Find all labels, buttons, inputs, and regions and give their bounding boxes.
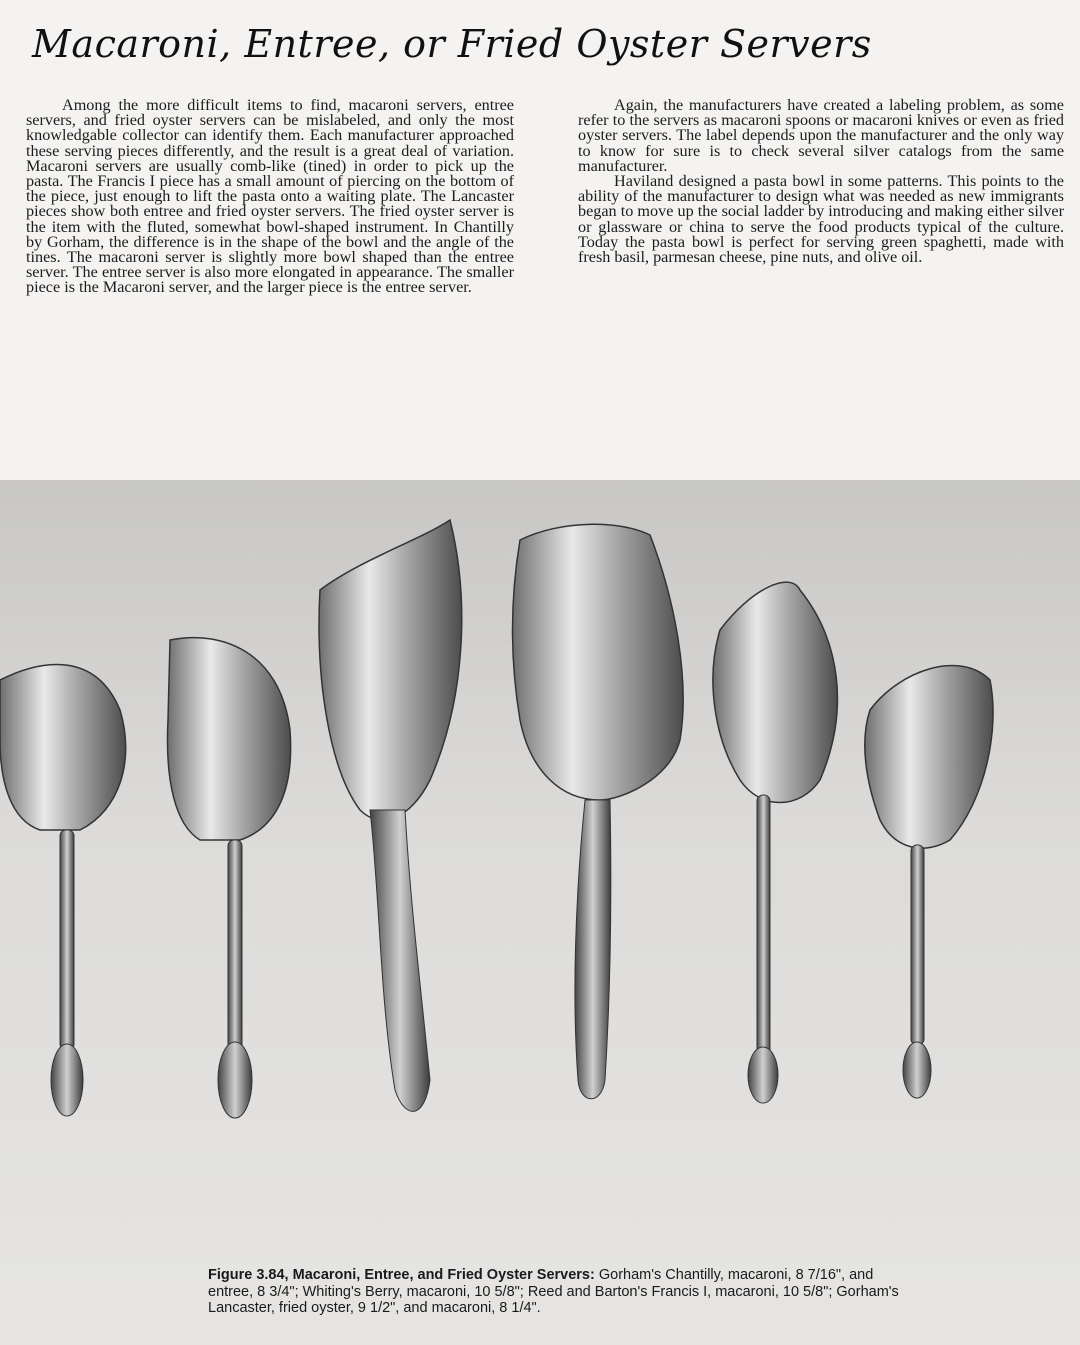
server-chantilly-entree [167, 638, 290, 1118]
caption-text: Gorham's Chantilly, macaroni, 8 7/16", and entree, 8 3/4"; Whiting's Berry, macaroni, 10 5/8"; Reed and Barton's Francis I, macaroni, 10 5/8"; Gorham's Lancaster, fried oyster, 9 1/2", and macaroni, 8 1/4". [208, 1267, 899, 1316]
left-text-column [26, 98, 514, 296]
page-title: Macaroni, Entree, or Fried Oyster Servers [32, 22, 872, 66]
body-paragraph: Again, the manufacturers have created a labeling problem, as some refer to the servers as macaroni spoons or macaroni knives or even as fried oyster servers. The label depends upon the manufacturer and the only way to know for sure is to check several silver catalogs from the same manufacturer. [578, 96, 1064, 175]
server-berry-macaroni [319, 520, 462, 1111]
right-text-column [578, 98, 1064, 265]
server-francis-i-macaroni [513, 524, 684, 1098]
figure-caption [208, 1267, 908, 1317]
server-lancaster-macaroni [865, 666, 993, 1098]
caption-label: Figure 3.84, Macaroni, Entree, and Fried Oyster Servers: [208, 1267, 595, 1283]
server-lancaster-fried-oyster [713, 582, 837, 1103]
body-paragraph: Among the more difficult items to find, macaroni servers, entree servers, and fried oyster servers can be mislabeled, and only the most knowledgable collector can identify them. Each manufacturer approached these serving pieces differently, and the result is a great deal of variation. Macaroni servers are usually comb-like (tined) in order to pick up the pasta. The Francis I piece has a small amount of piercing on the bottom of the piece, just enough to lift the pasta onto a waiting plate. The Lancaster pieces show both entree and fried oyster servers. The fried oyster server is the item with the fluted, somewhat bowl-shaped instrument. In Chantilly by Gorham, the difference is in the shape of the bowl and the angle of the tines. The macaroni server is slightly more bowl shaped than the entree server. The entree server is also more elongated in appearance. The smaller piece is the Macaroni server, and the larger piece is the entree server. [26, 96, 514, 297]
servers-photograph [0, 480, 1080, 1345]
body-paragraph: Haviland designed a pasta bowl in some patterns. This points to the ability of the manufacturer to design what was needed as new immigrants began to move up the social ladder by introducing and making either silver or glassware or china to serve the food products typical of the culture. Today the pasta bowl is perfect for serving green spaghetti, made with fresh basil, parmesan cheese, pine nuts, and olive oil. [578, 172, 1064, 267]
server-chantilly-macaroni [0, 665, 126, 1116]
